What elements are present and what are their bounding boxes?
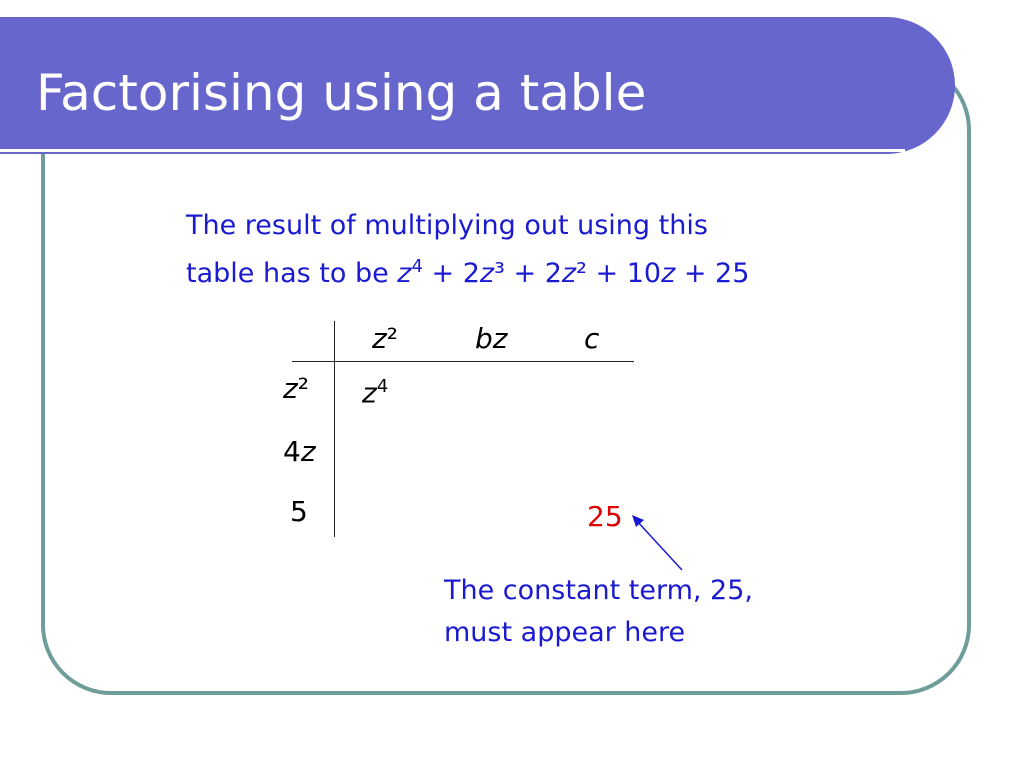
expr-coef-10: + 10 bbox=[586, 258, 662, 289]
expr-exp-3: ³ bbox=[494, 258, 505, 289]
col-header-z2: z² bbox=[372, 322, 398, 355]
row-header-z2: z² bbox=[283, 372, 309, 405]
expr-var-10: z bbox=[661, 258, 676, 289]
table-vertical-line bbox=[334, 321, 335, 537]
col-header-bz: bz bbox=[475, 322, 508, 355]
intro-line-1: The result of multiplying out using this bbox=[186, 210, 708, 241]
title-bar bbox=[0, 17, 955, 154]
table-horizontal-line bbox=[292, 361, 634, 362]
expr-var-2a: z bbox=[479, 258, 495, 289]
intro-prefix: table has to be bbox=[186, 258, 398, 289]
expr-exp-4: 4 bbox=[411, 256, 423, 277]
row-header-5: 5 bbox=[290, 495, 308, 528]
note-line-1: The constant term, 25, bbox=[444, 575, 753, 606]
note-text bbox=[444, 570, 864, 654]
cell-25: 25 bbox=[587, 500, 623, 533]
slide-title: Factorising using a table bbox=[36, 64, 647, 122]
expr-coef-2a: + 2 bbox=[422, 258, 480, 289]
expr-exp-2: ² bbox=[576, 258, 587, 289]
col-header-c: c bbox=[584, 322, 600, 355]
intro-line-2 bbox=[186, 246, 866, 294]
cell-z4: $z^4$ bbox=[362, 376, 389, 410]
row-header-4z: 4z bbox=[283, 435, 316, 468]
title-underline bbox=[0, 149, 905, 152]
note-line-2: must appear here bbox=[444, 617, 686, 648]
expr-z: z bbox=[397, 258, 412, 289]
intro-text bbox=[186, 205, 866, 294]
expr-coef-2b: + 2 bbox=[504, 258, 562, 289]
expr-constant: + 25 bbox=[675, 258, 750, 289]
expr-var-2b: z bbox=[561, 258, 577, 289]
